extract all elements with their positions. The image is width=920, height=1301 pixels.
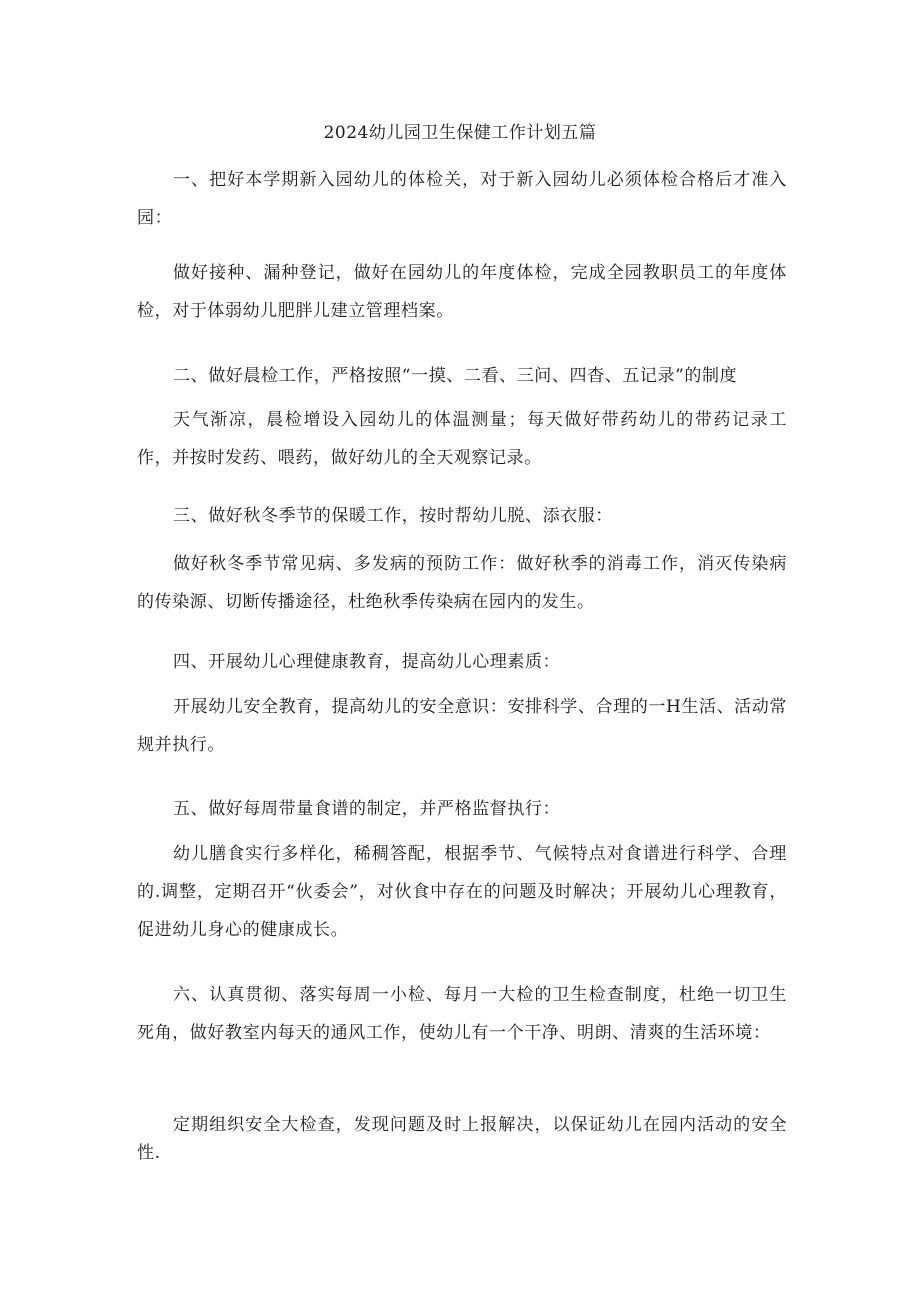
- paragraph-4: 天气渐凉，晨检增设入园幼儿的体温测量；每天做好带药幼儿的带药记录工作，并按时发药、喂药，做好幼儿的全天观察记录。: [137, 410, 787, 468]
- paragraph-10: 幼儿膳食实行多样化，稀稠答配，根据季节、气候特点对食谱进行科学、合理的.调整，定期召开“伙委会”，对伙食中存在的问题及时解决；开展幼儿心理教育，促进幼儿身心的健康成长。: [137, 844, 787, 940]
- paragraph-8: 开展幼儿安全教育，提高幼儿的安全意识：安排科学、合理的一H生活、活动常规并执行。: [137, 697, 787, 755]
- paragraph-3: 二、做好晨检工作，严格按照“一摸、二看、三问、四杳、五记录”的制度: [173, 366, 738, 386]
- document-title: 2024幼儿园卫生保健工作计划五篇: [323, 123, 597, 143]
- paragraph-7: 四、开展幼儿心理健康教育，提高幼儿心理素质：: [173, 652, 561, 672]
- paragraph-5: 三、做好秋冬季节的保暖工作，按时帮幼儿脱、添衣服：: [173, 506, 613, 526]
- paragraph-1: 一、把好本学期新入园幼儿的体检关，对于新入园幼儿必须体检合格后才准入园：: [137, 170, 787, 228]
- paragraph-12: 定期组织安全大检查，发现问题及时上报解决，以保证幼儿在园内活动的安全性.: [137, 1115, 787, 1163]
- paragraph-9: 五、做好每周带量食谱的制定，并严格监督执行：: [173, 799, 561, 819]
- paragraph-2: 做好接种、漏种登记，做好在园幼儿的年度体检，完成全园教职员工的年度体检，对于体弱幼儿肥胖儿建立管理档案。: [137, 263, 787, 321]
- paragraph-11: 六、认真贯彻、落实每周一小检、每月一大检的卫生检查制度，杜绝一切卫生死角，做好教室内每天的通风工作，使幼儿有一个干净、明朗、清爽的生活环境：: [137, 985, 787, 1043]
- paragraph-6: 做好秋冬季节常见病、多发病的预防工作：做好秋季的消毒工作，消灭传染病的传染源、切断传播途径，杜绝秋季传染病在园内的发生。: [137, 554, 787, 612]
